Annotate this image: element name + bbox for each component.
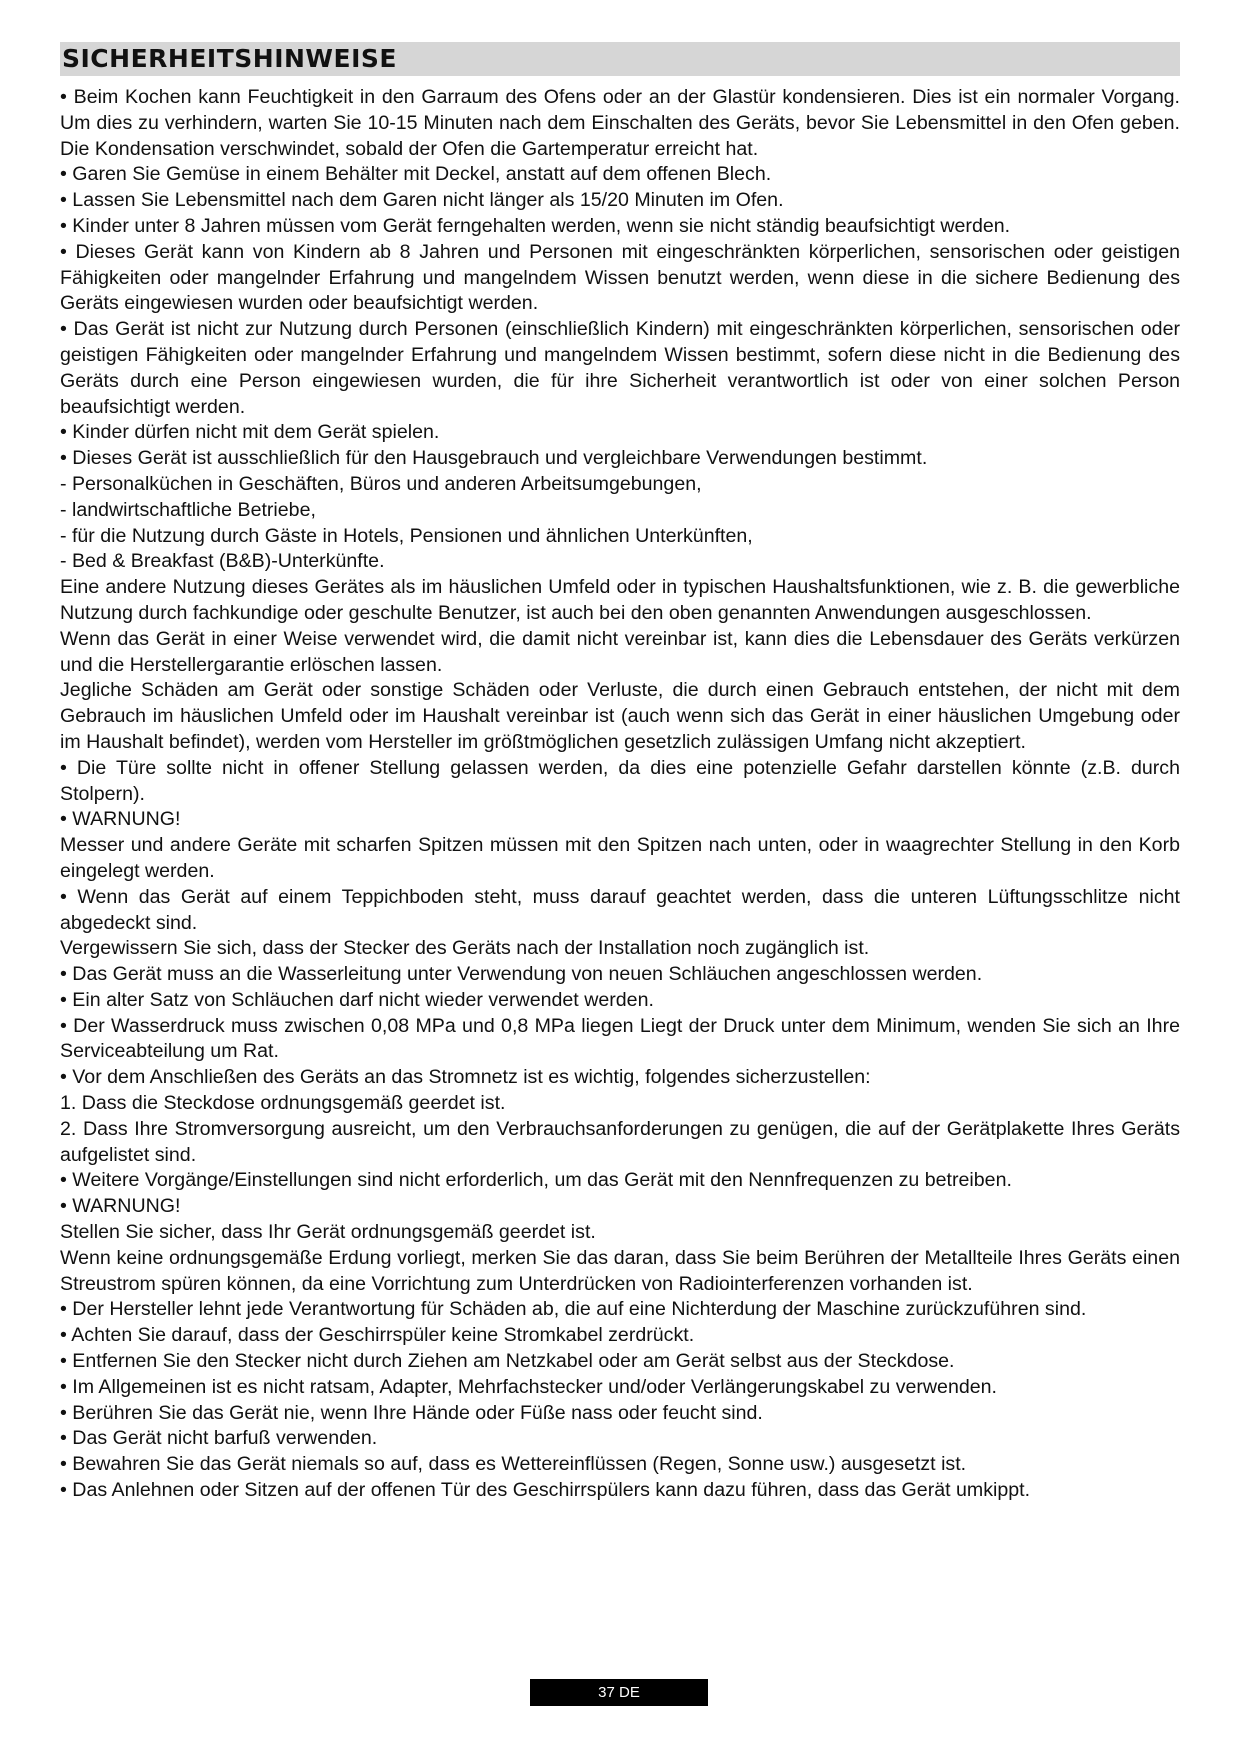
paragraph: - landwirtschaftliche Betriebe, [60,498,316,521]
paragraph: • Das Gerät nicht barfuß verwenden. [60,1427,378,1450]
paragraph: - Bed & Breakfast (B&B)-Unterkünfte. [60,550,385,573]
paragraph: • Wenn das Gerät auf einem Teppichboden steht, muss darauf geachtet werden, dass die unteren Lüftungsschlitze nicht abgedeckt sind. [60,885,1180,934]
paragraph: • Beim Kochen kann Feuchtigkeit in den Garraum des Ofens oder an der Glastür kondensieren. Dies ist ein normaler Vorgang. Um dies zu verhindern, warten Sie 10-15 Minuten nach dem Einschalten des Geräts, bevor Sie Lebensmittel in den Ofen geben. Die Kondensation verschwindet, sobald der Ofen die Gartemperatur erreicht hat. [60,86,1180,160]
paragraph: 1. Dass die Steckdose ordnungsgemäß geerdet ist. [60,1092,506,1115]
paragraph: • Die Türe sollte nicht in offener Stellung gelassen werden, da dies eine potenzielle Gefahr darstellen könnte (z.B. durch Stolpern). [60,756,1180,805]
paragraph: Eine andere Nutzung dieses Gerätes als im häuslichen Umfeld oder in typischen Haushaltsfunktionen, wie z. B. die gewerbliche Nutzung durch fachkundige oder geschulte Benutzer, ist auch bei den oben genannten Anwendungen ausgeschlossen. [60,576,1180,624]
paragraph: Vergewissern Sie sich, dass der Stecker des Geräts nach der Installation noch zugänglich ist. [60,937,870,960]
paragraph: • Entfernen Sie den Stecker nicht durch Ziehen am Netzkabel oder am Gerät selbst aus der Steckdose. [60,1350,955,1373]
paragraph: • Vor dem Anschließen des Geräts an das Stromnetz ist es wichtig, folgendes sicherzustellen: [60,1066,871,1089]
document-body [60,85,1180,1504]
paragraph: • Im Allgemeinen ist es nicht ratsam, Adapter, Mehrfachstecker und/oder Verlängerungskabel zu verwenden. [60,1375,997,1398]
paragraph: - für die Nutzung durch Gäste in Hotels, Pensionen und ähnlichen Unterkünften, [60,524,753,547]
paragraph: • Der Wasserdruck muss zwischen 0,08 MPa und 0,8 MPa liegen Liegt der Druck unter dem Minimum, wenden Sie sich an Ihre Serviceabteilung um Rat. [60,1014,1180,1063]
paragraph: • Berühren Sie das Gerät nie, wenn Ihre Hände oder Füße nass oder feucht sind. [60,1401,763,1424]
paragraph: Messer und andere Geräte mit scharfen Spitzen müssen mit den Spitzen nach unten, oder in waagrechter Stellung in den Korb eingelegt werden. [60,834,1180,882]
page-number-badge: 37 DE [530,1679,708,1706]
paragraph: • Ein alter Satz von Schläuchen darf nicht wieder verwendet werden. [60,988,654,1011]
paragraph: • Garen Sie Gemüse in einem Behälter mit Deckel, anstatt auf dem offenen Blech. [60,163,772,186]
paragraph: Wenn keine ordnungsgemäße Erdung vorliegt, merken Sie das daran, dass Sie beim Berühren der Metallteile Ihres Geräts einen Streustrom spüren können, da eine Vorrichtung zum Unterdrücken von Radiointerferenzen vorhanden ist. [60,1246,1180,1295]
paragraph: Wenn das Gerät in einer Weise verwendet wird, die damit nicht vereinbar ist, kann dies die Lebensdauer des Geräts verkürzen und die Herstellergarantie erlöschen lassen. [60,627,1180,676]
paragraph: • Das Gerät muss an die Wasserleitung unter Verwendung von neuen Schläuchen angeschlossen werden. [60,963,983,986]
paragraph: • Achten Sie darauf, dass der Geschirrspüler keine Stromkabel zerdrückt. [60,1324,695,1347]
paragraph: • WARNUNG! [60,1195,181,1218]
paragraph: • Weitere Vorgänge/Einstellungen sind nicht erforderlich, um das Gerät mit den Nennfrequenzen zu betreiben. [60,1169,1012,1192]
paragraph: • Der Hersteller lehnt jede Verantwortung für Schäden ab, die auf eine Nichterdung der Maschine zurückzuführen sind. [60,1298,1087,1321]
paragraph: Jegliche Schäden am Gerät oder sonstige Schäden oder Verluste, die durch einen Gebrauch entstehen, der nicht mit dem Gebrauch im häuslichen Umfeld oder im Haushalt vereinbar ist (auch wenn sich das Gerät in einer häuslichen Umgebung oder im Haushalt befindet), werden vom Hersteller im größtmöglichen gesetzlich zulässigen Umfang nicht akzeptiert. [60,679,1180,753]
paragraph: • Das Gerät ist nicht zur Nutzung durch Personen (einschließlich Kindern) mit eingeschränkten körperlichen, sensorischen oder geistigen Fähigkeiten oder mangelnder Erfahrung und mangelndem Wissen bestimmt, sofern diese nicht in die Bedienung des Geräts durch eine Person eingewiesen wurden, die für ihre Sicherheit verantwortlich ist oder von einer solchen Person beaufsichtigt werden. [60,318,1180,418]
paragraph: • Das Anlehnen oder Sitzen auf der offenen Tür des Geschirrspülers kann dazu führen, dass das Gerät umkippt. [60,1479,1031,1502]
paragraph: • Lassen Sie Lebensmittel nach dem Garen nicht länger als 15/20 Minuten im Ofen. [60,189,784,212]
paragraph: • Dieses Gerät ist ausschließlich für den Hausgebrauch und vergleichbare Verwendungen bestimmt. [60,447,928,470]
paragraph: - Personalküchen in Geschäften, Büros und anderen Arbeitsumgebungen, [60,472,702,495]
paragraph: • Bewahren Sie das Gerät niemals so auf, dass es Wettereinflüssen (Regen, Sonne usw.) ausgesetzt ist. [60,1453,967,1476]
document-page [60,42,1180,1504]
paragraph: • Dieses Gerät kann von Kindern ab 8 Jahren und Personen mit eingeschränkten körperlichen, sensorischen oder geistigen Fähigkeiten oder mangelnder Erfahrung und mangelndem Wissen benutzt werden, wenn diese in die sichere Bedienung des Geräts eingewiesen wurden oder beaufsichtigt werden. [60,240,1180,315]
paragraph: • WARNUNG! [60,808,181,831]
paragraph: • Kinder dürfen nicht mit dem Gerät spielen. [60,421,440,444]
paragraph: Stellen Sie sicher, dass Ihr Gerät ordnungsgemäß geerdet ist. [60,1221,596,1244]
section-title: SICHERHEITSHINWEISE [60,42,1180,76]
paragraph: 2. Dass Ihre Stromversorgung ausreicht, um den Verbrauchsanforderungen zu genügen, die auf der Gerätplakette Ihres Geräts aufgelistet sind. [60,1117,1180,1166]
paragraph: • Kinder unter 8 Jahren müssen vom Gerät ferngehalten werden, wenn sie nicht ständig beaufsichtigt werden. [60,214,1011,237]
